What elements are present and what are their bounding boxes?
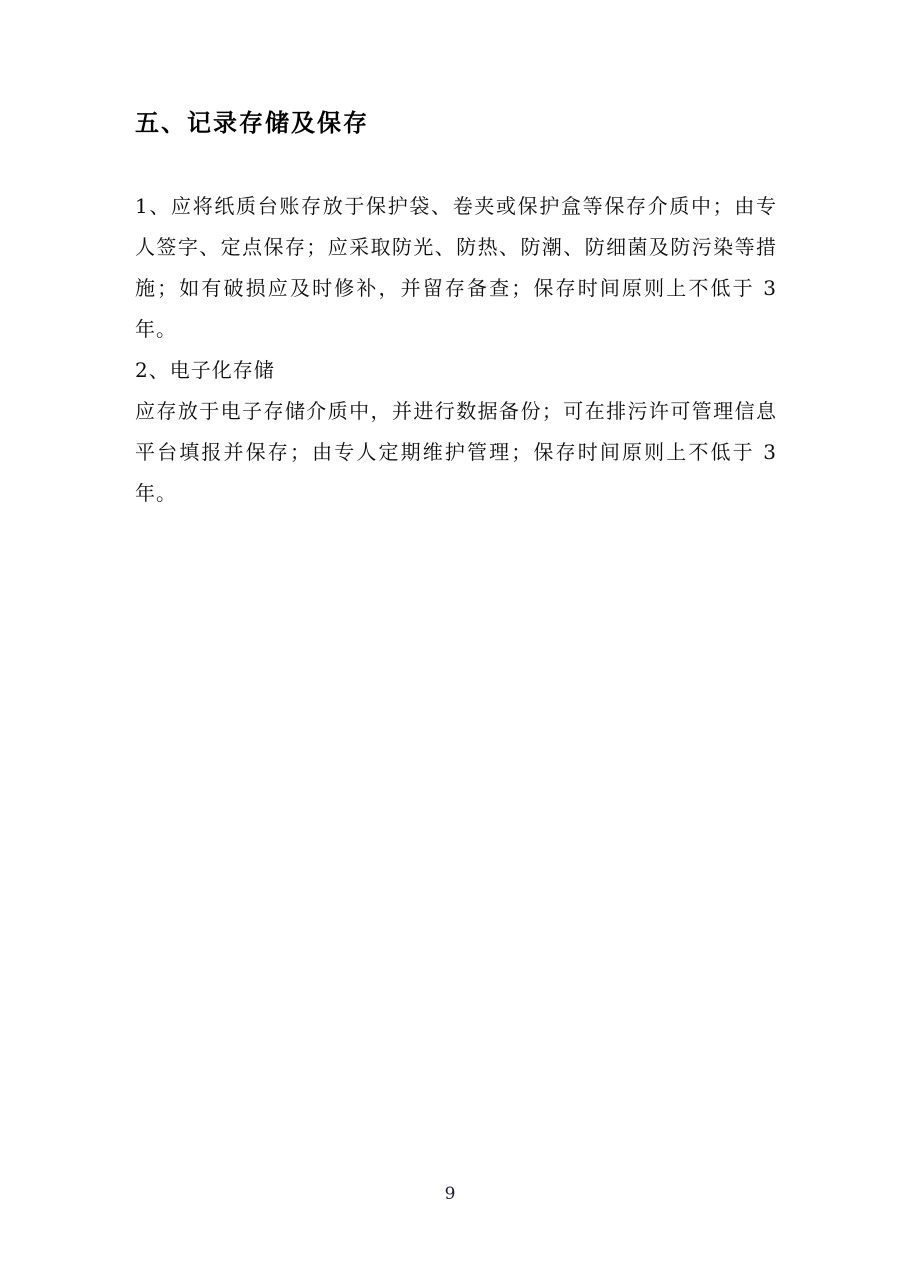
paragraph-electronic-storage-label: 2、电子化存储 [135, 358, 275, 382]
document-content [135, 106, 777, 514]
paragraph-storage-paper: 1、应将纸质台账存放于保护袋、卷夹或保护盒等保存介质中；由专人签字、定点保存；应采取防光、防热、防潮、防细菌及防污染等措施；如有破损应及时修补，并留存备查；保存时间原则上不低于 3 年。 [135, 194, 777, 341]
section-heading: 五、记录存储及保存 [135, 108, 369, 137]
page-number: 9 [444, 1184, 456, 1204]
document-body [135, 186, 777, 514]
page-footer [0, 1184, 900, 1204]
paragraph-electronic-storage: 应存放于电子存储介质中，并进行数据备份；可在排污许可管理信息平台填报并保存；由专人定期维护管理；保存时间原则上不低于 3 年。 [135, 399, 777, 505]
